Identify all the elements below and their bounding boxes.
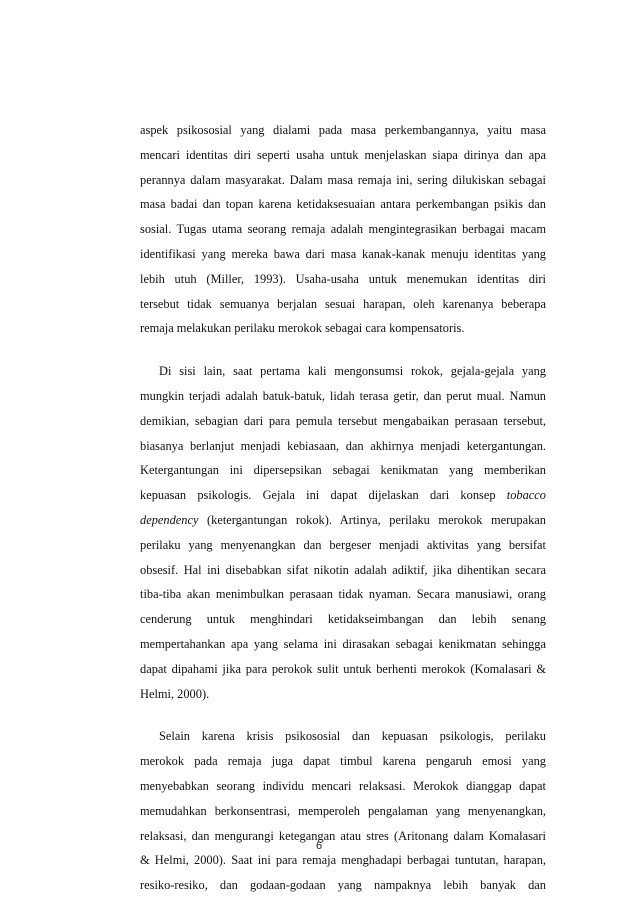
text-line: perilaku yang menyenangkan dan bergeser menjadi aktivitas yang bersifat [140,537,546,552]
text-line: Ketergantungan ini dipersepsikan sebagai kenikmatan yang memberikan [140,463,546,478]
text-line: mempertahankan apa yang selama ini dirasakan sebagai kenikmatan sehingga [140,636,546,651]
text-line: memudahkan berkonsentrasi, memperoleh pengalaman yang menyenangkan, [140,803,546,818]
text-line: perannya dalam masyarakat. Dalam masa remaja ini, sering dilukiskan sebagai [140,172,546,187]
text-line: mencari identitas diri seperti usaha untuk menjelaskan siapa dirinya dan apa [140,147,546,162]
text-line: identifikasi yang mereka bawa dari masa kanak-kanak menuju identitas yang [140,246,546,261]
text-line: mungkin terjadi adalah batuk-batuk, lidah terasa getir, dan perut mual. Namun [140,388,546,403]
text-line: relaksasi, dan mengurangi ketegangan atau stres (Aritonang dalam Komalasari [140,828,546,843]
text-segment: kepuasan psikologis. Gejala ini dapat dijelaskan dari konsep [140,488,507,503]
text-segment: (ketergantungan rokok). Artinya, perilaku merokok merupakan [198,512,546,527]
text-line: menyebabkan seorang individu mencari relaksasi. Merokok dianggap dapat [140,778,546,793]
paragraph-3 [140,724,546,898]
text-line: tiba-tiba akan menimbulkan perasaan tidak nyaman. Secara manusiawi, orang [140,587,546,602]
text-line: sosial. Tugas utama seorang remaja adalah mengintegrasikan berbagai macam [140,222,546,237]
text-line: dapat dipahami jika para perokok sulit untuk berhenti merokok (Komalasari & [140,661,546,676]
italic-term: tobacco [506,488,546,503]
text-line: aspek psikososial yang dialami pada masa perkembangannya, yaitu masa [140,123,546,137]
text-line-with-term [140,508,546,533]
text-line: cenderung untuk menghindari ketidakseimbangan dan lebih senang [140,612,546,627]
text-line-with-term [140,483,546,508]
text-line: masa badai dan topan karena ketidaksesuaian antara perkembangan psikis dan [140,197,546,212]
text-line: remaja melakukan perilaku merokok sebagai cara kompensatoris. [140,321,465,336]
text-line: demikian, sebagian dari para pemula tersebut mengabaikan perasaan tersebut, [140,413,546,428]
text-line: Selain karena krisis psikososial dan kepuasan psikologis, perilaku [159,729,546,744]
paragraph-1 [140,118,546,341]
text-line: merokok pada remaja juga dapat timbul karena pengaruh emosi yang [140,754,546,769]
text-line: resiko-resiko, dan godaan-godaan yang nampaknya lebih banyak dan [140,878,546,893]
body-text [140,118,546,898]
text-line: obsesif. Hal ini disebabkan sifat nikotin adalah adiktif, jika dihentikan secara [140,562,546,577]
page-number: 6 [315,840,323,852]
text-line: Di sisi lain, saat pertama kali mengonsumsi rokok, gejala-gejala yang [159,364,546,379]
text-line: biasanya berlanjut menjadi kebiasaan, dan akhirnya menjadi ketergantungan. [140,438,546,453]
text-line: Helmi, 2000). [140,686,210,701]
italic-term: dependency [140,512,199,527]
text-line: lebih utuh (Miller, 1993). Usaha-usaha untuk menemukan identitas diri [140,271,546,286]
text-line: & Helmi, 2000). Saat ini para remaja menghadapi berbagai tuntutan, harapan, [140,853,546,868]
text-line: tersebut tidak semuanya berjalan sesuai harapan, oleh karenanya beberapa [140,296,546,311]
paragraph-2 [140,359,546,706]
